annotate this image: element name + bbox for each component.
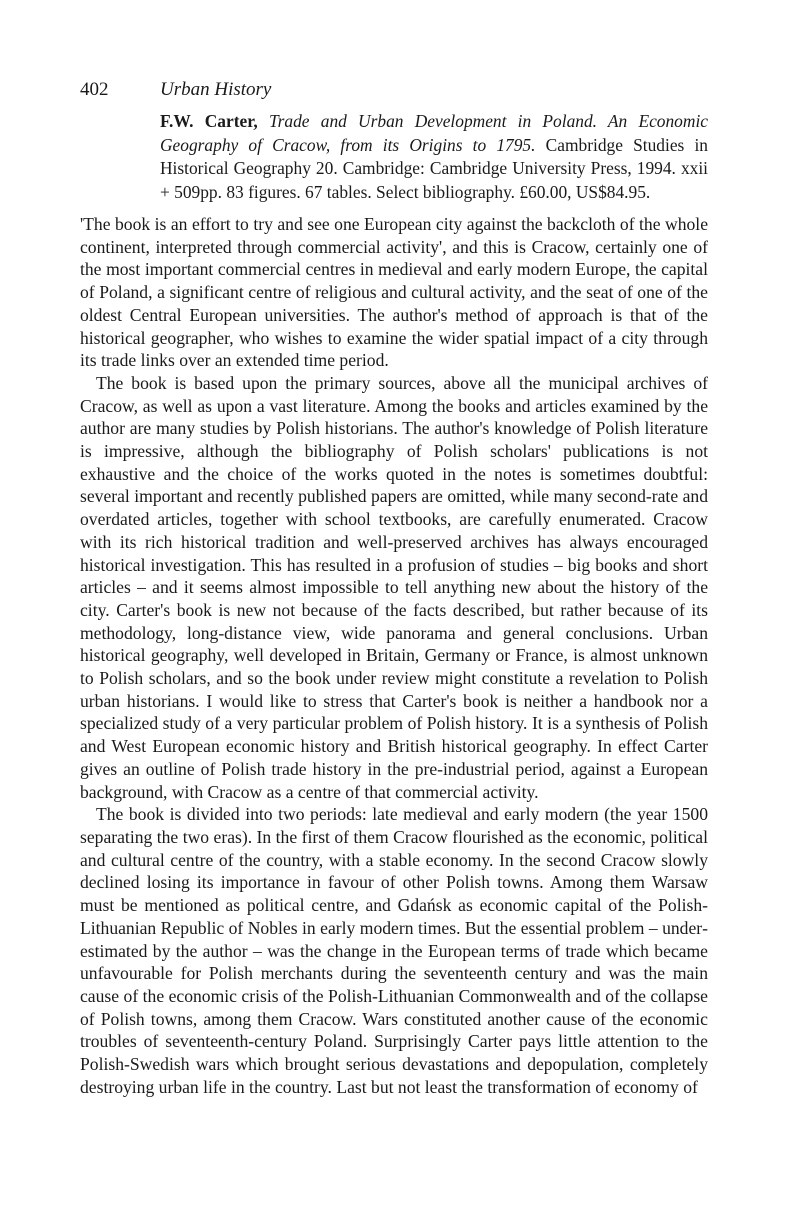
reviewed-book-title: Trade and Urban Development in Poland. An Economic Geography of Cracow, from its Origins to 1795. <box>160 111 708 155</box>
running-head <box>80 78 271 102</box>
body-paragraph-3: The book is divided into two periods: late medieval and early modern (the year 1500 separating the two eras). In the first of them Cracow flourished as the economic, political and cultural centre of the country, with a stable economy. In the second Cracow slowly declined losing its importance in favour of other Polish towns. Among them Warsaw must be mentioned as political centre, and Gdańsk as economic capital of the Polish-Lithuanian Republic of Nobles in early modern times. But the essential problem – underestimated by the author – was the change in the European terms of trade which became unfavourable for Polish merchants during the seventeenth century and was the main cause of the economic crisis of the Polish-Lithuanian Commonwealth and of the collapse of Polish towns, among them Cracow. Wars constituted another cause of the economic troubles of seventeenth-century Poland. Surprisingly Carter pays little attention to the Polish-Swedish wars which brought serious devastations and depopulation, completely destroying urban life in the country. Last but not least the transformation of economy of <box>80 804 708 1097</box>
body-paragraph-2: The book is based upon the primary sources, above all the municipal archives of Cracow, as well as upon a vast literature. Among the books and articles examined by the author are many studies by Polish historians. The author's knowledge of Polish literature is impressive, although the bibliography of Polish scholars' publications is not exhaustive and the choice of the works quoted in the notes is sometimes doubtful: several important and recently published papers are omitted, while many second-rate and overdated articles, together with school textbooks, are carefully enumerated. Cracow with its rich historical tradition and well-preserved archives has always encouraged historical investigation. This has resulted in a profusion of studies – big books and short articles – and it seems almost impossible to tell anything new about the history of the city. Carter's book is new not because of the facts described, but rather because of its methodology, long-distance view, wide panorama and general conclusions. Urban historical geography, well developed in Britain, Germany or France, is almost unknown to Polish scholars, and so the book under review might constitute a revelation to Polish urban historians. I would like to stress that Carter's book is neither a handbook nor a specialized study of a very particular problem of Polish history. It is a synthesis of Polish and West European economic history and British historical geography. In effect Carter gives an outline of Polish trade history in the pre-industrial period, against a European background, with Cracow as a centre of that commercial activity. <box>80 372 708 802</box>
reviewed-book-author: F.W. Carter, <box>160 111 258 131</box>
review-citation <box>160 110 708 204</box>
review-body <box>80 213 708 1098</box>
body-paragraph-1: 'The book is an effort to try and see one European city against the backcloth of the whole continent, interpreted through commercial activity', and this is Cracow, certainly one of the most important commercial centres in medieval and early modern Europe, the capital of Poland, a significant centre of religious and cultural activity, and the seat of one of the oldest Central European universities. The author's method of approach is that of the historical geographer, who wishes to examine the wider spatial impact of a city through its trade links over an extended time period. <box>80 214 708 371</box>
page-number: 402 <box>80 79 109 100</box>
publication-details: Cambridge Studies in Historical Geography 20. Cambridge: Cambridge University Press, 1994. xxii + 509pp. 83 figures. 67 tables. Select bibliography. £60.00, US$84.95. <box>160 134 708 202</box>
journal-title: Urban History <box>160 79 272 100</box>
